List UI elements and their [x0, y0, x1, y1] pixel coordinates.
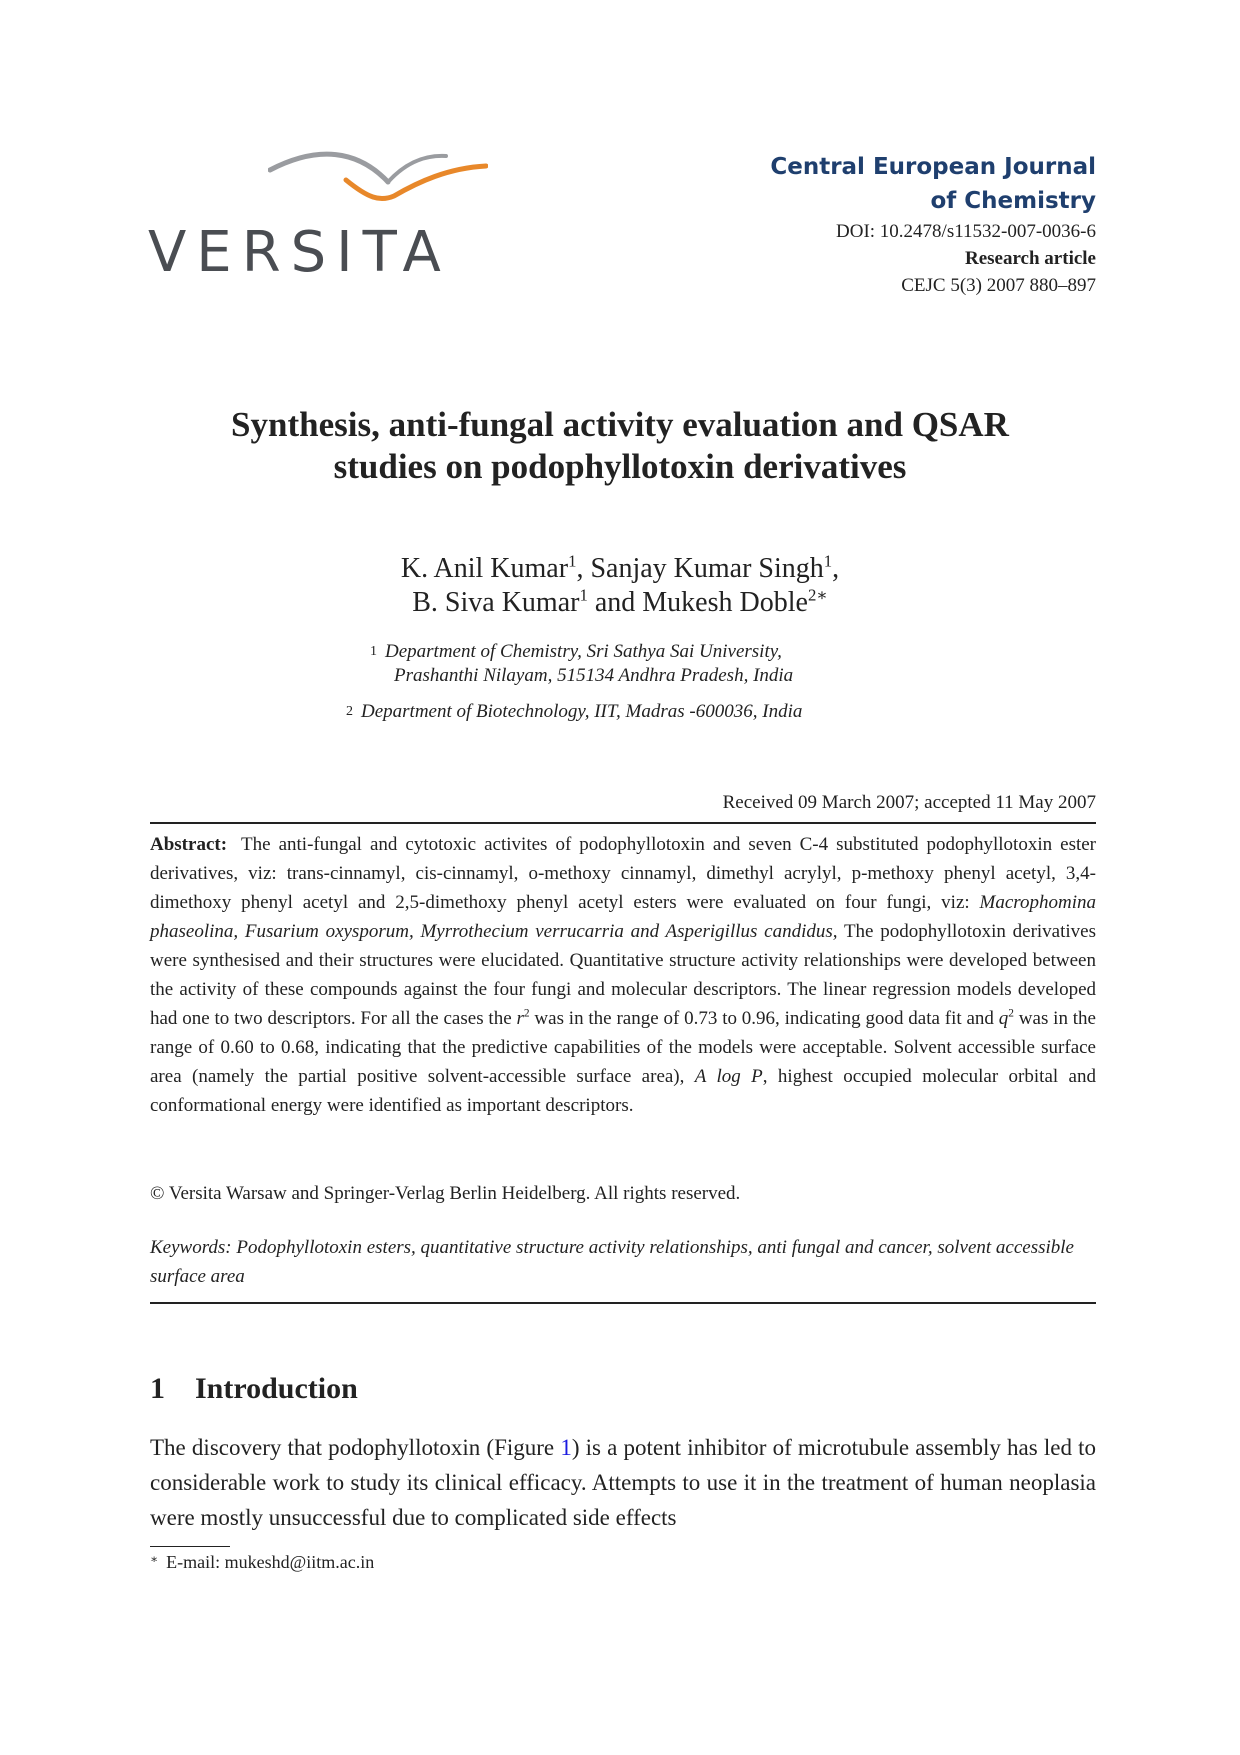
section-heading: [150, 1372, 358, 1406]
abstract-text: The podophyllotoxin derivatives were synthesised and their structures were elucidated. Quantitative structure activity relationships were developed between the activity of these compounds against the four fungi and molecular descriptors. The linear regression models developed had one to two descriptors. For all the cases the: [150, 921, 1097, 1029]
author-affil-mark: 1: [579, 585, 588, 605]
footnote-mark: ∗: [150, 1552, 159, 1566]
section-title: Introduction: [195, 1372, 358, 1405]
swoosh-logo-mark: [268, 150, 488, 220]
affiliation-2: [346, 700, 996, 724]
abstract-text: The anti-fungal and cytotoxic activites of podophyllotoxin and seven C-4 substituted podophyllotoxin ester derivatives, viz: trans-cinnamyl, cis-cinnamyl, o-methoxy cinnamyl, dimethyl acrylyl, p-methoxy phenyl acetyl, 3,4-dimethoxy phenyl acetyl and 2,5-dimethoxy phenyl acetyl esters were evaluated on four fungi, viz:: [150, 834, 1096, 913]
figure-reference-link[interactable]: 1: [560, 1435, 572, 1460]
journal-name-line1: Central European Journal: [770, 154, 1096, 180]
superscript: 2: [1008, 1007, 1014, 1020]
author-list: [148, 552, 1092, 620]
author-name: B. Siva Kumar: [412, 587, 580, 618]
authors-line2: [148, 586, 1092, 620]
superscript: 2: [523, 1007, 530, 1020]
author-name: , Sanjay Kumar Singh: [576, 553, 824, 584]
divider: [150, 822, 1096, 824]
affiliation-text: Department of Chemistry, Sri Sathya Sai University,: [385, 641, 782, 662]
copyright-notice: © Versita Warsaw and Springer-Verlag Berlin Heidelberg. All rights reserved.: [150, 1183, 741, 1204]
body-text: The discovery that podophyllotoxin (Figure: [150, 1435, 561, 1460]
author-affil-mark: 2∗: [807, 585, 828, 605]
abstract-text: , highest occupied molecular orbital and conformational energy were identified as important descriptors.: [150, 1066, 1096, 1116]
paper-title: [148, 404, 1092, 488]
fungi-names: Macrophomina phaseolina, Fusarium oxysporum, Myrrothecium verrucarria and Asperigillus candidus,: [150, 892, 1096, 942]
logo-wordmark: VERSITA: [148, 220, 451, 285]
abstract-text: was in the range of 0.73 to 0.96, indicating good data fit and: [529, 1008, 999, 1029]
q-squared-symbol: q: [998, 1008, 1009, 1029]
affiliation-number: 1: [370, 644, 377, 659]
title-line1: Synthesis, anti-fungal activity evaluation and QSAR: [231, 405, 1009, 444]
author-name: K. Anil Kumar: [400, 553, 569, 584]
affiliation-text: Prashanthi Nilayam, 515134 Andhra Pradesh, India: [394, 665, 794, 686]
affiliation-text: Department of Biotechnology, IIT, Madras -600036, India: [361, 701, 803, 722]
footnote: [150, 1552, 374, 1573]
received-dates: Received 09 March 2007; accepted 11 May 2007: [722, 792, 1096, 813]
versita-logo: [148, 150, 488, 290]
abstract-label: Abstract:: [150, 834, 228, 855]
abstract: [150, 830, 1096, 1120]
journal-info: [676, 150, 1096, 299]
affiliation-1: [370, 640, 970, 688]
footnote-rule: [150, 1546, 230, 1547]
author-affil-mark: 1: [568, 551, 577, 571]
citation: CEJC 5(3) 2007 880–897: [901, 275, 1096, 296]
article-type: Research article: [964, 248, 1096, 269]
author-affil-mark: 1: [823, 551, 833, 571]
intro-paragraph: [150, 1430, 1096, 1535]
author-separator: ,: [832, 553, 840, 584]
authors-line1: [148, 552, 1092, 586]
keywords: Keywords: Podophyllotoxin esters, quantitative structure activity relationships, anti fungal and cancer, solvent accessible surface area: [150, 1237, 1074, 1287]
doi: DOI: 10.2478/s11532-007-0036-6: [836, 221, 1096, 242]
alogp-symbol: A log P: [694, 1066, 763, 1087]
journal-name-line2: of Chemistry: [930, 188, 1096, 214]
footnote-email[interactable]: E-mail: mukeshd@iitm.ac.in: [166, 1552, 375, 1572]
divider: [150, 1302, 1096, 1304]
section-number: 1: [150, 1372, 165, 1405]
body-text: ) is a potent inhibitor of microtubule assembly has led to considerable work to study its clinical efficacy. Attempts to use it in the treatment of human neoplasia were mostly unsuccessful due to complicated side effects: [150, 1435, 1097, 1530]
abstract-text: was in the range of 0.60 to 0.68, indicating that the predictive capabilities of the models were acceptable. Solvent accessible surface area (namely the partial positive solvent-accessible surface area),: [150, 1008, 1096, 1087]
affiliation-number: 2: [346, 704, 353, 719]
title-line2: studies on podophyllotoxin derivatives: [333, 447, 907, 486]
r-squared-symbol: r: [516, 1008, 524, 1029]
author-name: and Mukesh Doble: [587, 587, 808, 618]
